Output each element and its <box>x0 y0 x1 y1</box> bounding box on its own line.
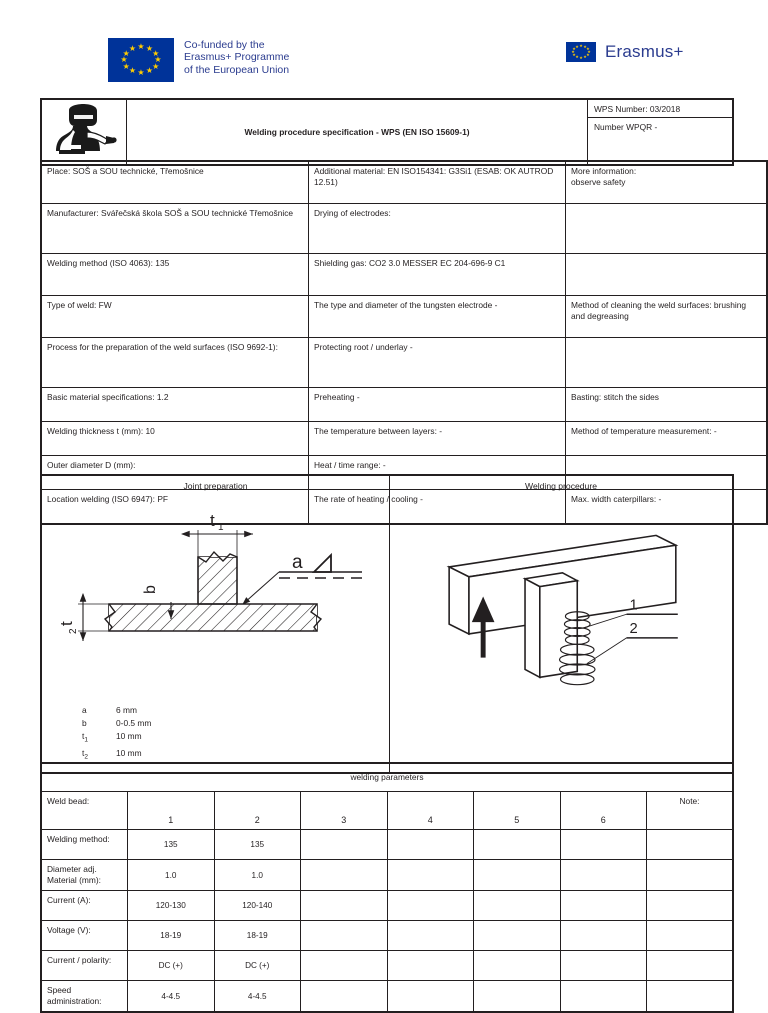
eu-star: ★ <box>122 48 130 58</box>
bead-column-header: 1 <box>128 792 215 830</box>
spec-cell-col1: Welding method (ISO 4063): 135 <box>41 254 309 296</box>
legend-symbol: b <box>82 718 87 728</box>
svg-text:2: 2 <box>629 621 638 638</box>
parameter-note <box>647 920 734 950</box>
spec-row <box>41 204 767 254</box>
spec-cell-col1: Outer diameter D (mm): <box>41 456 309 490</box>
co-funded-line-3: of the European Union <box>184 63 290 76</box>
parameter-value: 18-19 <box>214 920 301 950</box>
legend-value: 6 mm <box>116 705 137 716</box>
parameter-value: 18-19 <box>128 920 215 950</box>
eu-star: ★ <box>154 55 162 64</box>
wps-number-cell <box>588 99 734 165</box>
legend-value: 10 mm <box>116 730 142 741</box>
drawings-section <box>40 474 734 774</box>
spec-cell-col3: More information: observe safety <box>566 161 768 204</box>
parameter-value <box>387 860 474 891</box>
welder-icon-cell <box>41 99 127 165</box>
spec-cell-col3: Basting: stitch the sides <box>566 388 768 422</box>
spec-row <box>41 254 767 296</box>
parameter-value <box>301 890 388 920</box>
erasmus-plus-label: Erasmus+ <box>605 42 684 61</box>
parameter-row <box>41 980 733 1011</box>
co-funded-line-2: Erasmus+ Programme <box>184 51 290 64</box>
spec-cell-col3: Method of temperature measurement: - <box>566 422 768 456</box>
eu-star: ★ <box>586 52 590 57</box>
eu-star: ★ <box>152 48 160 58</box>
parameter-value: 135 <box>128 830 215 860</box>
parameter-value <box>387 950 474 980</box>
parameters-title: welding parameters <box>41 763 733 792</box>
weld-bead-label: Weld bead: <box>41 792 128 830</box>
welding-procedure-drawing <box>390 494 732 738</box>
svg-text:a: a <box>292 552 303 574</box>
wps-number: WPS Number: 03/2018 <box>588 100 732 118</box>
legend-value: 10 mm <box>116 747 142 758</box>
parameter-label: Current (A): <box>41 890 128 920</box>
eu-star: ★ <box>122 61 130 71</box>
parameter-value: 4-4.5 <box>214 980 301 1011</box>
legend-symbol: $t_2$ <box>82 747 88 761</box>
parameter-value <box>560 890 647 920</box>
svg-text:t: t <box>57 621 76 627</box>
welding-procedure-title: Welding procedure <box>525 481 597 491</box>
parameter-value <box>301 950 388 980</box>
parameter-value <box>387 830 474 860</box>
parameter-value <box>474 860 561 891</box>
eu-star: ★ <box>579 55 583 60</box>
legend-symbol: $t_1$ <box>82 730 88 744</box>
eu-star: ★ <box>575 43 579 49</box>
welding-parameters-table <box>40 762 734 1013</box>
parameter-label: Diameter adj. Material (mm): <box>41 860 128 891</box>
svg-text:2: 2 <box>68 628 79 635</box>
parameter-value: 120-130 <box>128 890 215 920</box>
eu-star: ★ <box>128 43 137 53</box>
spec-cell-col1: Welding thickness t (mm): 10 <box>41 422 309 456</box>
parameter-value <box>387 920 474 950</box>
erasmus-plus-logo <box>566 42 684 62</box>
co-funded-line-1: Co-funded by the <box>184 39 265 51</box>
eu-star: ★ <box>137 68 145 77</box>
parameter-value: 4-4.5 <box>128 980 215 1011</box>
eu-star: ★ <box>152 61 160 71</box>
eu-star: ★ <box>572 52 576 57</box>
parameter-value <box>301 860 388 891</box>
eu-star: ★ <box>572 46 576 51</box>
spec-cell-col1: Basic material specifications: 1.2 <box>41 388 309 422</box>
parameter-value <box>560 830 647 860</box>
spec-cell-col2: Preheating - <box>309 388 566 422</box>
parameters-title-row <box>41 763 733 792</box>
eu-star: ★ <box>579 43 583 48</box>
parameter-value <box>387 890 474 920</box>
bead-column-header: 6 <box>560 792 647 830</box>
spec-cell-col1: Location welding (ISO 6947): PF <box>41 490 309 525</box>
document-header <box>40 98 734 166</box>
spec-cell-col1: Type of weld: FW <box>41 296 309 338</box>
spec-cell-col2: Drying of electrodes: <box>309 204 566 254</box>
spec-cell-col3 <box>566 204 768 254</box>
spec-cell-col3: Method of cleaning the weld surfaces: brushing and degreasing <box>566 296 768 338</box>
parameter-row <box>41 920 733 950</box>
parameter-label: Current / polarity: <box>41 950 128 980</box>
parameters-header-row <box>41 792 733 830</box>
parameter-value: 1.0 <box>214 860 301 891</box>
legend-value: 0-0.5 mm <box>116 718 152 728</box>
eu-star: ★ <box>145 66 154 76</box>
spec-row <box>41 388 767 422</box>
svg-text:1: 1 <box>218 522 224 534</box>
parameter-value <box>560 950 647 980</box>
eu-star: ★ <box>145 43 154 53</box>
svg-text:b: b <box>142 585 159 595</box>
parameter-value <box>301 980 388 1011</box>
parameter-row <box>41 890 733 920</box>
spec-cell-col2: Shielding gas: CO2 3.0 MESSER EC 204-696-9 C1 <box>309 254 566 296</box>
eu-flag-icon <box>108 38 174 82</box>
legend-row <box>82 704 389 717</box>
eu-star: ★ <box>571 49 575 54</box>
welder-icon <box>42 104 126 164</box>
parameter-row <box>41 860 733 891</box>
bead-column-header: 5 <box>474 792 561 830</box>
parameter-label: Voltage (V): <box>41 920 128 950</box>
svg-text:t: t <box>210 511 215 531</box>
spec-cell-col3: Max. width caterpillars: - <box>566 490 768 525</box>
parameter-value <box>301 920 388 950</box>
joint-preparation-title: Joint preparation <box>183 481 248 491</box>
legend-symbol: a <box>82 705 87 716</box>
parameter-value <box>560 860 647 891</box>
parameter-value: DC (+) <box>214 950 301 980</box>
spec-row <box>41 338 767 388</box>
eu-star: ★ <box>583 43 587 49</box>
bead-column-header: 4 <box>387 792 474 830</box>
eu-star: ★ <box>587 49 591 54</box>
bead-column-header: 3 <box>301 792 388 830</box>
spec-cell-col2: Additional material: EN ISO154341: G3Si1 (ESAB: OK AUTROD 12.51) <box>309 161 566 204</box>
spec-cell-col1: Process for the preparation of the weld surfaces (ISO 9692-1): <box>41 338 309 388</box>
parameter-note <box>647 950 734 980</box>
parameter-value: 135 <box>214 830 301 860</box>
parameter-value: 1.0 <box>128 860 215 891</box>
joint-preparation-drawing <box>42 494 389 704</box>
legend-row <box>82 730 389 747</box>
spec-cell-col1: Place: SOŠ a SOU technické, Třemošnice <box>41 161 309 204</box>
parameter-value <box>560 920 647 950</box>
spec-cell-col3 <box>566 338 768 388</box>
parameter-label: Welding method: <box>41 830 128 860</box>
spec-cell-col2: Heat / time range: - <box>309 456 566 490</box>
spec-cell-col2: The rate of heating / cooling - <box>309 490 566 525</box>
co-funded-eu-logo <box>108 38 289 82</box>
eu-star: ★ <box>586 46 590 51</box>
parameter-value <box>474 980 561 1011</box>
parameter-value <box>474 950 561 980</box>
specification-table <box>40 160 747 525</box>
co-funded-text <box>184 38 289 76</box>
spec-cell-col2: The temperature between layers: - <box>309 422 566 456</box>
parameter-value <box>474 830 561 860</box>
parameter-value <box>560 980 647 1011</box>
parameter-value <box>474 890 561 920</box>
parameter-value: DC (+) <box>128 950 215 980</box>
eu-star: ★ <box>137 42 145 51</box>
parameter-value: 120-140 <box>214 890 301 920</box>
parameter-note <box>647 890 734 920</box>
parameter-value <box>474 920 561 950</box>
spec-cell-col2: Protecting root / underlay - <box>309 338 566 388</box>
spec-row <box>41 296 767 338</box>
spec-cell-col1: Manufacturer: Svářečská škola SOŠ a SOU technické Třemošnice <box>41 204 309 254</box>
parameter-row <box>41 830 733 860</box>
bead-column-header: 2 <box>214 792 301 830</box>
svg-text:1: 1 <box>629 597 638 614</box>
parameter-value <box>301 830 388 860</box>
welding-procedure-cell <box>390 475 734 773</box>
parameter-value <box>387 980 474 1011</box>
eu-star: ★ <box>128 66 137 76</box>
eu-star: ★ <box>120 55 128 64</box>
parameter-note <box>647 860 734 891</box>
note-header: Note: <box>647 792 734 830</box>
parameter-row <box>41 950 733 980</box>
legend-row <box>82 717 389 730</box>
spec-row <box>41 422 767 456</box>
wpqr-number: Number WPQR - <box>594 122 658 132</box>
parameter-note <box>647 830 734 860</box>
eu-star: ★ <box>575 54 579 60</box>
joint-preparation-cell <box>41 475 390 773</box>
spec-row <box>41 161 767 204</box>
logo-band <box>0 0 768 96</box>
eu-star: ★ <box>583 54 587 60</box>
spec-cell-col2: The type and diameter of the tungsten electrode - <box>309 296 566 338</box>
document-title: Welding procedure specification - WPS (EN ISO 15609-1) <box>127 99 588 165</box>
spec-cell-col3 <box>566 254 768 296</box>
eu-flag-small-icon <box>566 42 596 62</box>
parameter-label: Speed administration: <box>41 980 128 1011</box>
parameter-note <box>647 980 734 1011</box>
